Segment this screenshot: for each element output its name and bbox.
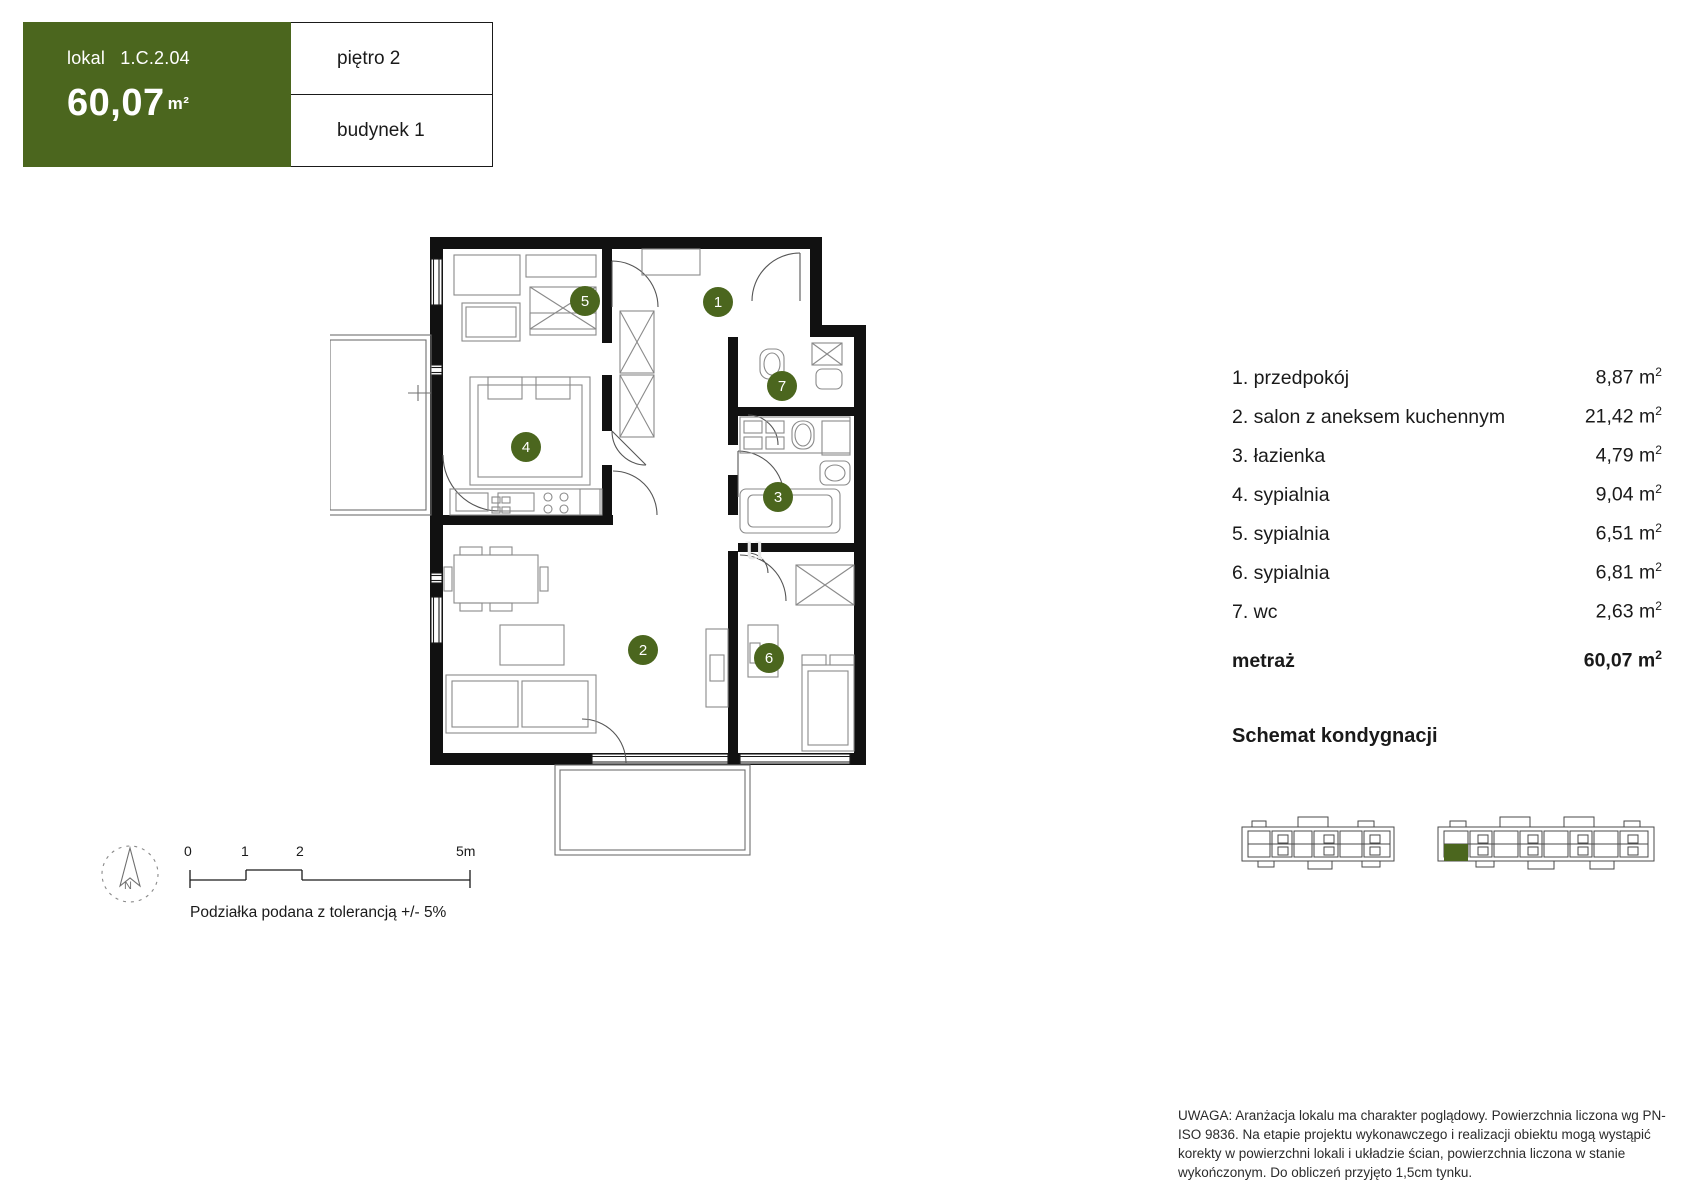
- room-marker-7: 7: [767, 371, 797, 401]
- unit-summary-block: [23, 22, 291, 167]
- legend-row: [1232, 521, 1662, 560]
- legend-room-area: [1585, 404, 1662, 429]
- plan-balconies: [330, 335, 750, 855]
- legend-room-area-value: 2,63 m: [1595, 600, 1656, 623]
- floor-plan-drawing: [330, 225, 950, 885]
- legend-room-area: [1596, 560, 1662, 585]
- compass-north-label: N: [124, 880, 132, 892]
- scale-block: [96, 840, 516, 930]
- room-marker-2: 2: [628, 635, 658, 665]
- unit-location-block: [291, 22, 493, 167]
- legend-room-name: 2. salon z aneksem kuchennym: [1232, 405, 1506, 428]
- compass-icon: [102, 846, 158, 902]
- key-plan-unit-highlight: [1444, 844, 1468, 861]
- key-plan-building-right: [1438, 817, 1654, 869]
- unit-area-value: 60,07: [67, 82, 165, 124]
- plan-furniture-bedroom-5: [454, 255, 654, 437]
- legend-room-name: 3. łazienka: [1232, 444, 1326, 467]
- lokal-code: 1.C.2.04: [120, 48, 190, 68]
- legend-room-area-value: 6,81 m: [1595, 561, 1656, 584]
- room-legend: [1232, 365, 1662, 687]
- plan-walls: [430, 237, 866, 765]
- building-label: budynek 1: [337, 119, 425, 141]
- legend-room-name: 5. sypialnia: [1232, 522, 1330, 545]
- legend-room-name: 7. wc: [1232, 600, 1278, 623]
- legend-room-area-unit: 2: [1655, 521, 1662, 535]
- legend-total-area-value: 60,07 m: [1583, 649, 1656, 672]
- floor-label: piętro 2: [291, 23, 492, 95]
- room-marker-4: 4: [511, 432, 541, 462]
- scale-tick-2: 2: [296, 843, 304, 859]
- room-marker-1: 1: [703, 287, 733, 317]
- legend-room-area: [1596, 482, 1662, 507]
- plan-furniture-living: [444, 547, 728, 733]
- watermark: u: [745, 526, 766, 568]
- legend-total-area-unit: 2: [1655, 648, 1662, 662]
- unit-area-unit: m²: [167, 94, 190, 113]
- legend-row: [1232, 404, 1662, 443]
- legend-room-area: [1596, 521, 1662, 546]
- room-marker-5: 5: [570, 286, 600, 316]
- plan-furniture-kitchen: [450, 489, 602, 515]
- footer-disclaimer: UWAGA: Aranżacja lokalu ma charakter poglądowy. Powierzchnia liczona wg PN-ISO 9836. Na etapie projektu wykonawczego i realizacji obiektu mogą wystąpić korekty w powierzchni lokali i układzie ścian, powierzchnia liczona w stanie wykończonym. Do obliczeń przyjęto 1,5cm tynku.: [1178, 1108, 1666, 1181]
- scale-tick-0: 0: [184, 843, 192, 859]
- scale-ruler: [190, 870, 470, 888]
- room-marker-3: 3: [763, 482, 793, 512]
- schemat-kondygnacji-graphic: [1238, 805, 1658, 885]
- legend-row: [1232, 560, 1662, 599]
- legend-row: [1232, 443, 1662, 482]
- room-marker-6: 6: [754, 643, 784, 673]
- plan-furniture-hall: [642, 249, 700, 275]
- legend-room-area-value: 9,04 m: [1595, 483, 1656, 506]
- legend-total-label: metraż: [1232, 649, 1295, 672]
- legend-room-name: 6. sypialnia: [1232, 561, 1330, 584]
- building-key-plan: [1238, 805, 1658, 885]
- legend-room-area: [1596, 443, 1662, 468]
- schemat-kondygnacji-title: Schemat kondygnacji: [1232, 725, 1438, 747]
- legend-room-name: 1. przedpokój: [1232, 366, 1350, 389]
- legend-room-area-value: 8,87 m: [1595, 366, 1656, 389]
- legend-room-area: [1596, 365, 1662, 390]
- legend-row: [1232, 365, 1662, 404]
- scale-caption: Podziałka podana z tolerancją +/- 5%: [190, 904, 447, 921]
- legend-row: [1232, 599, 1662, 638]
- legend-room-area: [1596, 599, 1662, 624]
- scale-tick-5m: 5m: [456, 843, 476, 859]
- legend-room-area-unit: 2: [1655, 599, 1662, 613]
- plan-furniture-bathroom: [740, 417, 850, 533]
- unit-area: [67, 82, 291, 125]
- legend-room-area-value: 21,42 m: [1584, 405, 1656, 428]
- legend-room-area-unit: 2: [1655, 560, 1662, 574]
- legend-row: [1232, 482, 1662, 521]
- legend-room-area-unit: 2: [1655, 365, 1662, 379]
- legend-total-area: [1584, 648, 1662, 673]
- legend-room-area-unit: 2: [1655, 404, 1662, 418]
- legend-room-name: 4. sypialnia: [1232, 483, 1330, 506]
- floor-plan: [330, 225, 950, 885]
- legend-room-area-unit: 2: [1655, 482, 1662, 496]
- legend-room-area-unit: 2: [1655, 443, 1662, 457]
- key-plan-building-left: [1242, 817, 1394, 869]
- legend-room-area-value: 4,79 m: [1595, 444, 1656, 467]
- legend-room-area-value: 6,51 m: [1595, 522, 1656, 545]
- unit-code-line: [67, 48, 291, 69]
- lokal-label: lokal: [67, 48, 106, 68]
- scale-tick-1: 1: [241, 843, 249, 859]
- plan-doors: [443, 253, 800, 763]
- unit-header-badge: [23, 22, 493, 167]
- legend-total-row: [1232, 638, 1662, 687]
